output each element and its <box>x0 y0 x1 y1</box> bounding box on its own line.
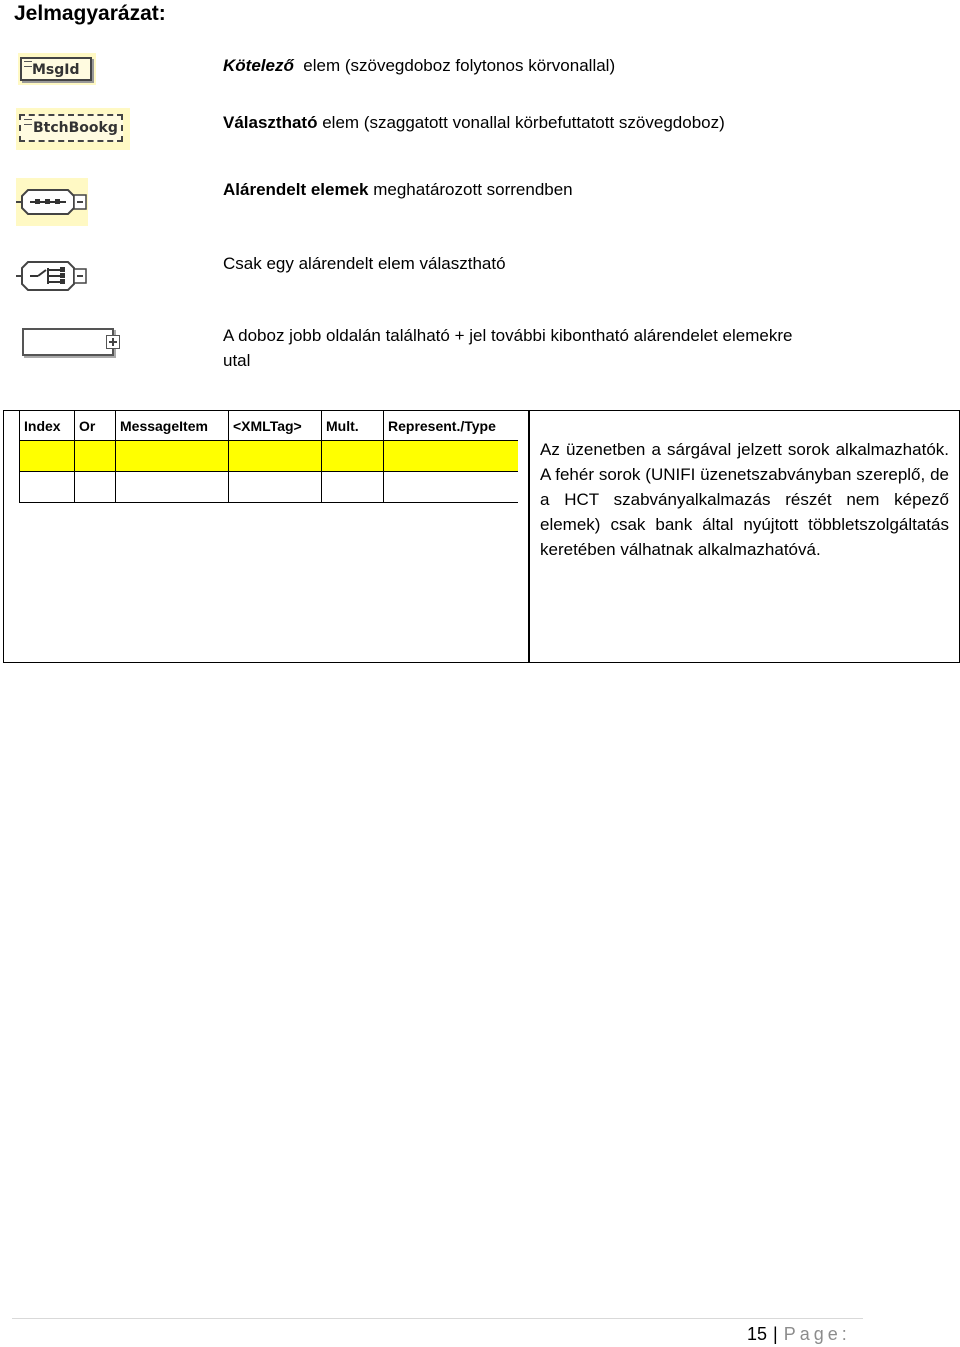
legend-item-optional <box>223 110 725 135</box>
legend-description: meghatározott sorrendben <box>368 180 573 199</box>
page-heading: Jelmagyarázat: <box>14 2 166 25</box>
optional-element-icon-label: BtchBookg <box>33 120 118 136</box>
header-mult: Mult. <box>322 411 384 441</box>
optional-element-icon <box>16 108 130 150</box>
legend-term: Választható <box>223 113 318 132</box>
legend-item-choice <box>223 251 506 276</box>
plus-icon <box>106 335 120 349</box>
header-message-item: MessageItem <box>116 411 229 441</box>
legend-term: Alárendelt elemek <box>223 180 369 199</box>
legend-description: A doboz jobb oldalán található + jel további kibontható alárendelet elemekre utal <box>223 326 793 370</box>
legend-description: Csak egy alárendelt elem választható <box>223 254 506 273</box>
legend-description: elem (szaggatott vonallal körbefuttatott szövegdoboz) <box>317 113 725 132</box>
choice-icon <box>16 254 88 298</box>
header-xml-tag: <XMLTag> <box>229 411 322 441</box>
mandatory-element-icon-label: MsgId <box>32 62 80 78</box>
page-label: Page: <box>783 1324 851 1344</box>
legend-item-sequence <box>223 177 573 202</box>
header-index: Index <box>20 411 75 441</box>
expandable-box-icon <box>20 326 122 360</box>
table-row-yellow <box>20 441 518 472</box>
mandatory-element-icon <box>18 53 96 85</box>
legend-item-mandatory <box>223 53 615 78</box>
legend-item-expandable <box>223 323 813 373</box>
frame-divider <box>528 410 530 663</box>
page-footer <box>747 1322 851 1346</box>
legend-description: elem (szövegdoboz folytonos körvonallal) <box>293 56 616 75</box>
footer-rule <box>12 1318 863 1319</box>
page-number: 15 <box>747 1324 768 1344</box>
legend-term: Kötelező <box>223 56 294 75</box>
sequence-icon <box>16 178 88 226</box>
example-table <box>19 410 518 503</box>
footer-separator: | <box>773 1324 778 1344</box>
header-represent-type: Represent./Type <box>384 411 518 441</box>
header-or: Or <box>75 411 116 441</box>
table-row-white <box>20 472 518 503</box>
table-note: Az üzenetben a sárgával jelzett sorok alkalmazhatók. A fehér sorok (UNIFI üzenetszabványban szereplő, de a HCT szabványalkalmazás részét nem képező elemek) csak bank által nyújtott többletszolgáltatás keretében válhatnak alkalmazhatóvá. <box>540 440 949 559</box>
